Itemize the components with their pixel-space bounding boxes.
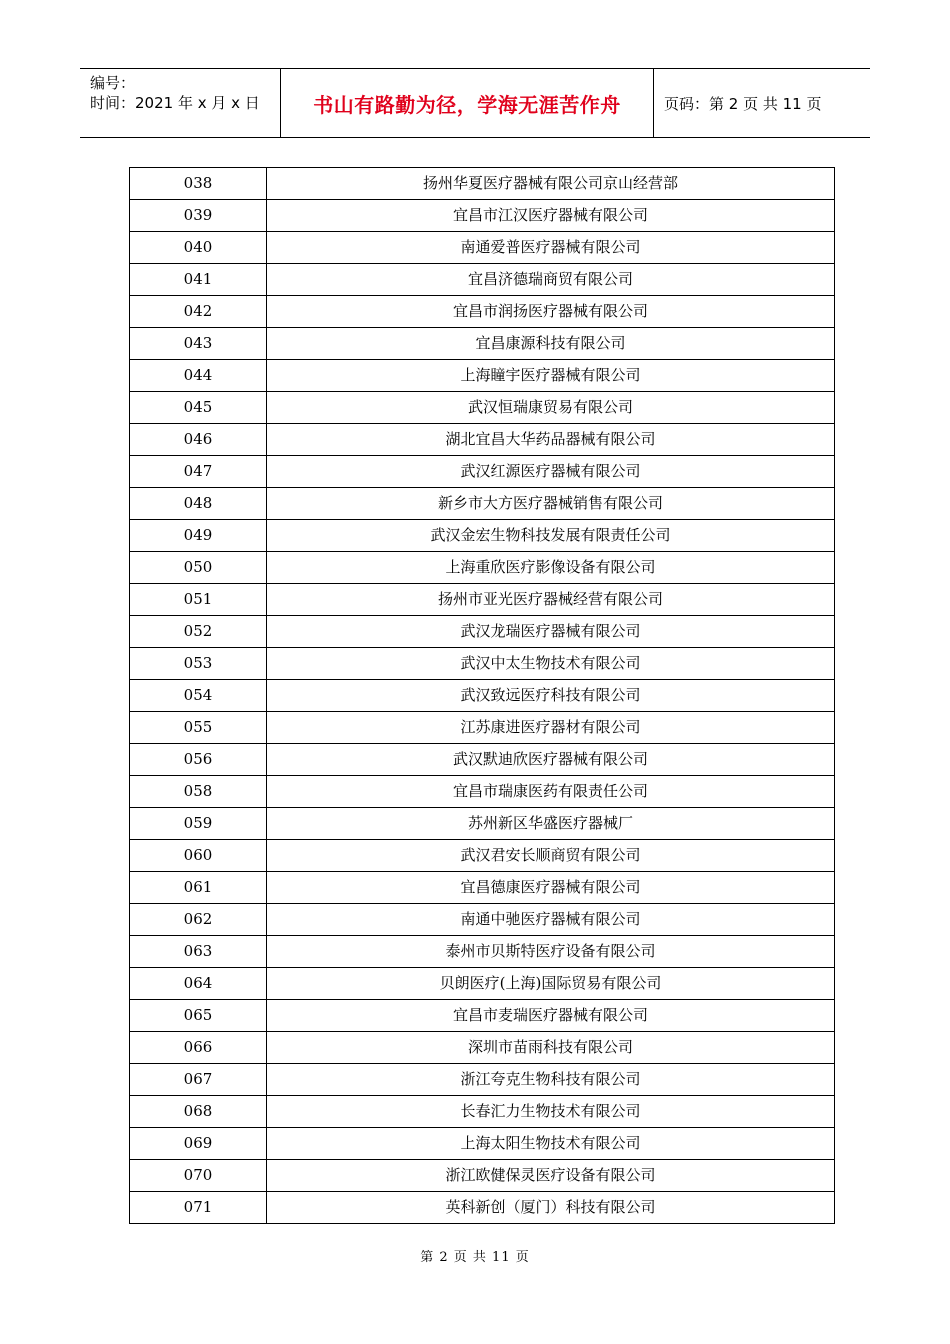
company-name: 宜昌市润扬医疗器械有限公司	[267, 296, 835, 328]
header-motto: 书山有路勤为径，学海无涯苦作舟	[281, 69, 654, 137]
table-row	[130, 1096, 835, 1128]
row-number: 050	[130, 552, 267, 584]
table-row	[130, 1000, 835, 1032]
row-number: 059	[130, 808, 267, 840]
company-name: 宜昌德康医疗器械有限公司	[267, 872, 835, 904]
row-number: 041	[130, 264, 267, 296]
table-row	[130, 456, 835, 488]
company-name: 上海瞳宇医疗器械有限公司	[267, 360, 835, 392]
row-number: 062	[130, 904, 267, 936]
row-number: 048	[130, 488, 267, 520]
row-number: 040	[130, 232, 267, 264]
company-name: 扬州市亚光医疗器械经营有限公司	[267, 584, 835, 616]
table-row	[130, 776, 835, 808]
company-name: 南通爱普医疗器械有限公司	[267, 232, 835, 264]
table-row	[130, 1064, 835, 1096]
company-name: 武汉中太生物技术有限公司	[267, 648, 835, 680]
row-number: 067	[130, 1064, 267, 1096]
row-number: 056	[130, 744, 267, 776]
company-name: 宜昌市麦瑞医疗器械有限公司	[267, 1000, 835, 1032]
table-row	[130, 520, 835, 552]
row-number: 055	[130, 712, 267, 744]
row-number: 042	[130, 296, 267, 328]
company-name: 南通中驰医疗器械有限公司	[267, 904, 835, 936]
table-row	[130, 1032, 835, 1064]
company-name: 英科新创（厦门）科技有限公司	[267, 1192, 835, 1224]
company-name: 上海重欣医疗影像设备有限公司	[267, 552, 835, 584]
table-row	[130, 872, 835, 904]
table-row	[130, 712, 835, 744]
company-name: 扬州华夏医疗器械有限公司京山经营部	[267, 168, 835, 200]
row-number: 043	[130, 328, 267, 360]
header-meta	[80, 69, 281, 137]
date-line: 时间：2021 年 x 月 x 日	[90, 94, 260, 112]
row-number: 038	[130, 168, 267, 200]
table-row	[130, 424, 835, 456]
company-name: 浙江夸克生物科技有限公司	[267, 1064, 835, 1096]
table-row	[130, 904, 835, 936]
table-row	[130, 200, 835, 232]
company-name: 江苏康进医疗器材有限公司	[267, 712, 835, 744]
row-number: 049	[130, 520, 267, 552]
row-number: 051	[130, 584, 267, 616]
table-row	[130, 808, 835, 840]
page-footer: 第 2 页 共 11 页	[420, 1250, 530, 1265]
table-row	[130, 840, 835, 872]
row-number: 058	[130, 776, 267, 808]
company-name: 深圳市苗雨科技有限公司	[267, 1032, 835, 1064]
table-row	[130, 1128, 835, 1160]
row-number: 065	[130, 1000, 267, 1032]
row-number: 052	[130, 616, 267, 648]
row-number: 064	[130, 968, 267, 1000]
row-number: 068	[130, 1096, 267, 1128]
table-row	[130, 392, 835, 424]
company-name: 湖北宜昌大华药品器械有限公司	[267, 424, 835, 456]
table-row	[130, 488, 835, 520]
company-name: 武汉致远医疗科技有限公司	[267, 680, 835, 712]
company-name: 武汉金宏生物科技发展有限责任公司	[267, 520, 835, 552]
row-number: 046	[130, 424, 267, 456]
table-row	[130, 680, 835, 712]
page-header	[80, 68, 870, 138]
company-name: 新乡市大方医疗器械销售有限公司	[267, 488, 835, 520]
company-name: 浙江欧健保灵医疗设备有限公司	[267, 1160, 835, 1192]
table-row	[130, 1192, 835, 1224]
row-number: 066	[130, 1032, 267, 1064]
company-name: 宜昌市江汉医疗器械有限公司	[267, 200, 835, 232]
table-row	[130, 168, 835, 200]
table-row	[130, 1160, 835, 1192]
table-row	[130, 296, 835, 328]
row-number: 061	[130, 872, 267, 904]
row-number: 047	[130, 456, 267, 488]
row-number: 054	[130, 680, 267, 712]
company-name: 武汉龙瑞医疗器械有限公司	[267, 616, 835, 648]
company-name: 武汉红源医疗器械有限公司	[267, 456, 835, 488]
company-name: 宜昌市瑞康医药有限责任公司	[267, 776, 835, 808]
company-name: 苏州新区华盛医疗器械厂	[267, 808, 835, 840]
company-name: 长春汇力生物技术有限公司	[267, 1096, 835, 1128]
company-name: 武汉默迪欣医疗器械有限公司	[267, 744, 835, 776]
table-row	[130, 552, 835, 584]
table-row	[130, 360, 835, 392]
company-name: 上海太阳生物技术有限公司	[267, 1128, 835, 1160]
company-name: 宜昌康源科技有限公司	[267, 328, 835, 360]
row-number: 069	[130, 1128, 267, 1160]
table-row	[130, 584, 835, 616]
row-number: 053	[130, 648, 267, 680]
table-row	[130, 328, 835, 360]
table-row	[130, 744, 835, 776]
table-row	[130, 968, 835, 1000]
row-number: 063	[130, 936, 267, 968]
company-table	[129, 167, 835, 1224]
row-number: 070	[130, 1160, 267, 1192]
table-row	[130, 616, 835, 648]
code-label: 编号：	[90, 74, 136, 92]
company-name: 武汉恒瑞康贸易有限公司	[267, 392, 835, 424]
header-page-info: 页码：第 2 页 共 11 页	[664, 94, 822, 113]
company-name: 贝朗医疗(上海)国际贸易有限公司	[267, 968, 835, 1000]
table-row	[130, 232, 835, 264]
table-row	[130, 936, 835, 968]
row-number: 071	[130, 1192, 267, 1224]
table-row	[130, 648, 835, 680]
company-name: 宜昌济德瑞商贸有限公司	[267, 264, 835, 296]
company-name: 武汉君安长顺商贸有限公司	[267, 840, 835, 872]
company-name: 泰州市贝斯特医疗设备有限公司	[267, 936, 835, 968]
row-number: 045	[130, 392, 267, 424]
row-number: 060	[130, 840, 267, 872]
row-number: 044	[130, 360, 267, 392]
row-number: 039	[130, 200, 267, 232]
table-row	[130, 264, 835, 296]
